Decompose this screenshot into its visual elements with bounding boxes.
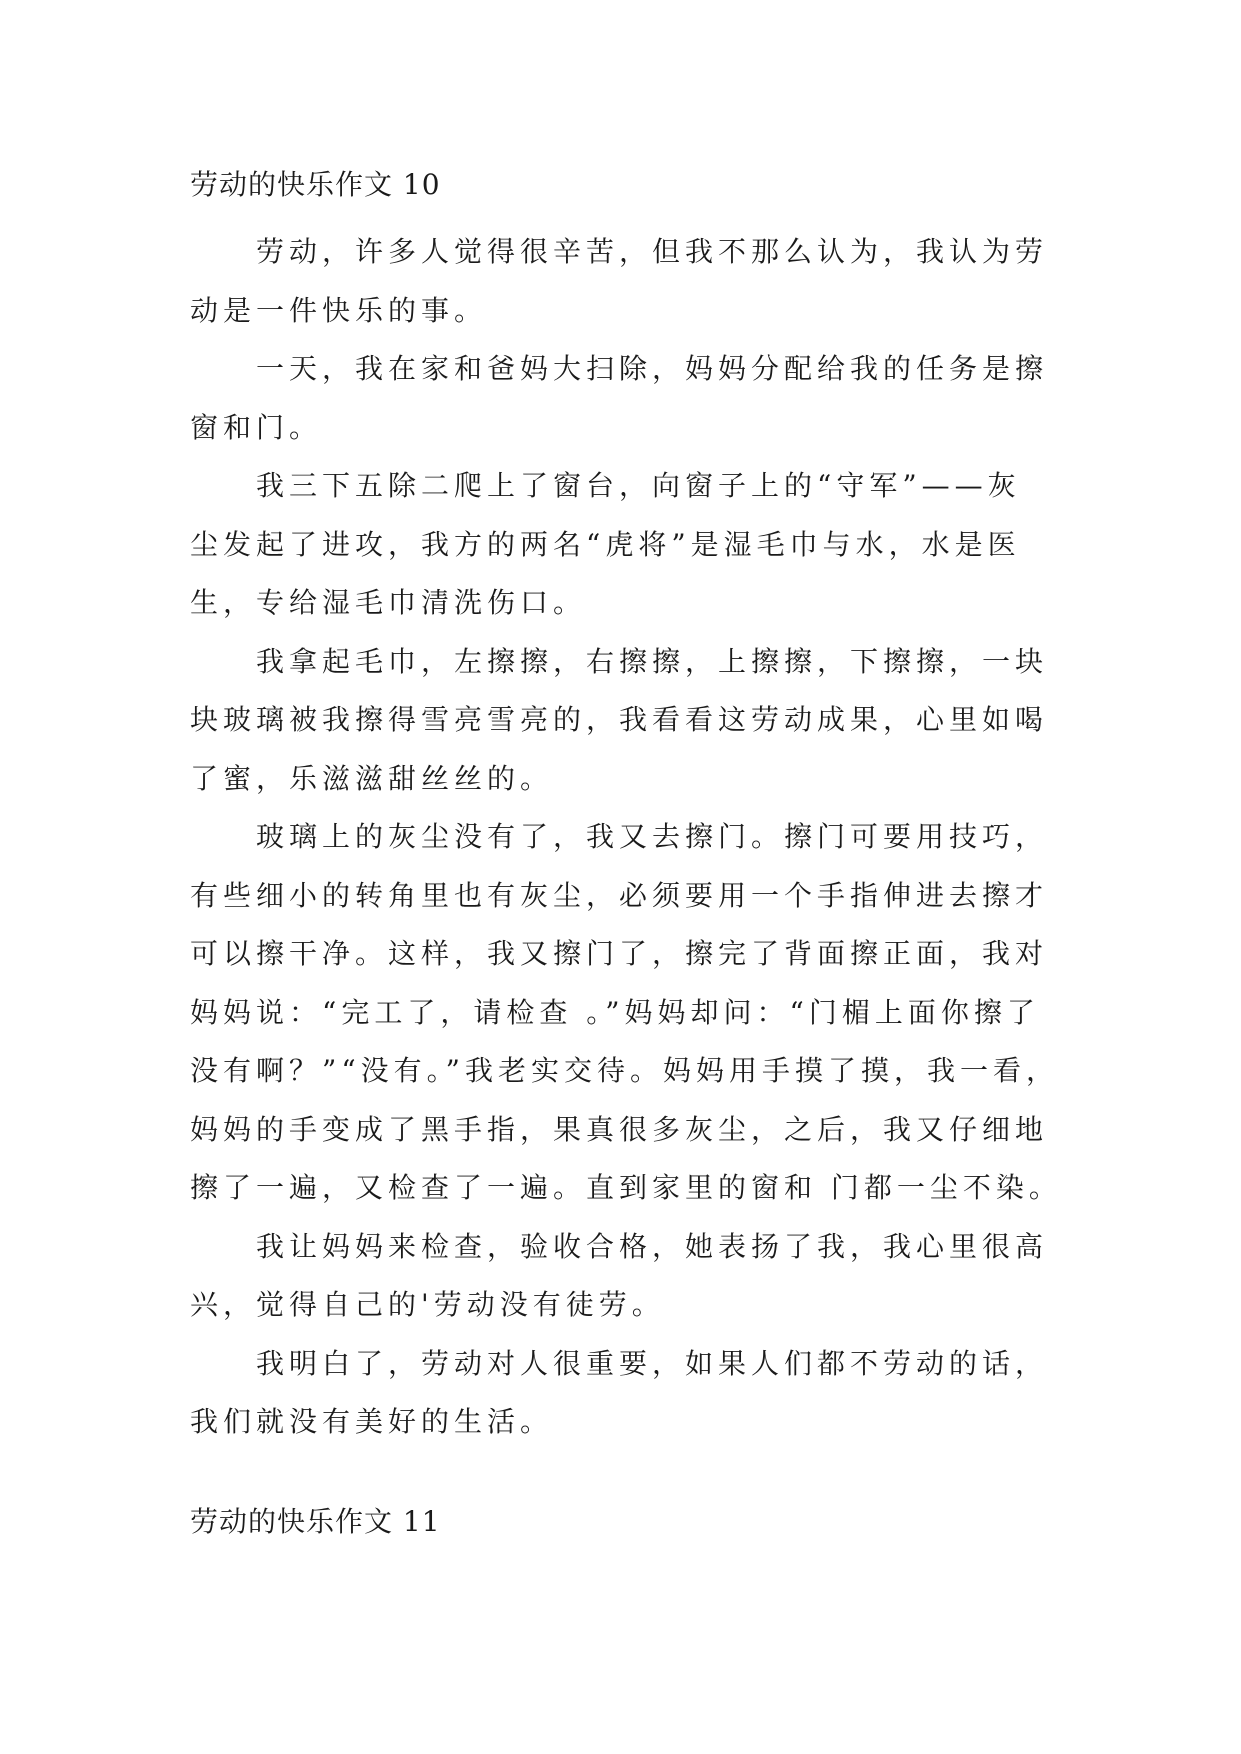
paragraph-line: 有些细小的转角里也有灰尘，必须要用一个手指伸进去擦才	[190, 878, 1049, 912]
paragraph-line: 玻璃上的灰尘没有了，我又去擦门。擦门可要用技巧，	[256, 820, 1049, 853]
paragraph-line: 妈妈说：“完工了，请检查 。”妈妈却问：“门楣上面你擦了	[190, 995, 1040, 1029]
paragraph-line: 窗和门。	[190, 410, 323, 444]
paragraph-line: 兴，觉得自己的'劳动没有徒劳。	[190, 1288, 665, 1321]
paragraph-line: 我们就没有美好的生活。	[190, 1405, 554, 1438]
paragraph-line: 尘发起了进攻，我方的两名“虎将”是湿毛巾与水，水是医	[190, 527, 1021, 561]
paragraph-line: 块玻璃被我擦得雪亮雪亮的，我看看这劳动成果，心里如喝	[190, 703, 1049, 736]
paragraph-line: 没有啊？”“没有。”我老实交待。妈妈用手摸了摸，我一看，	[190, 1054, 1059, 1087]
paragraph-line: 妈妈的手变成了黑手指，果真很多灰尘，之后，我又仔细地	[190, 1112, 1049, 1146]
paragraph-line: 我让妈妈来检查，验收合格，她表扬了我，我心里很高	[256, 1229, 1049, 1263]
paragraph-line: 劳动，许多人觉得很辛苦，但我不那么认为，我认为劳	[256, 235, 1049, 268]
paragraph-line: 了蜜，乐滋滋甜丝丝的。	[190, 761, 554, 795]
paragraph-line: 可以擦干净。这样，我又擦门了，擦完了背面擦正面，我对	[190, 937, 1049, 970]
paragraph-line: 我明白了，劳动对人很重要，如果人们都不劳动的话，	[256, 1346, 1049, 1380]
article-title: 劳动的快乐作文 10	[190, 168, 441, 201]
paragraph-line: 生，专给湿毛巾清洗伤口。	[190, 586, 587, 619]
paragraph-line: 我三下五除二爬上了窗台，向窗子上的“守军”——灰	[256, 469, 1021, 502]
paragraph-line: 擦了一遍，又检查了一遍。直到家里的窗和 门都一尘不染。	[190, 1171, 1062, 1204]
article-body	[190, 223, 1062, 1452]
paragraph-line: 一天，我在家和爸妈大扫除，妈妈分配给我的任务是擦	[256, 352, 1049, 385]
paragraph-line: 动是一件快乐的事。	[190, 293, 488, 327]
paragraph-line: 我拿起毛巾，左擦擦，右擦擦，上擦擦，下擦擦，一块	[256, 644, 1049, 678]
next-article-title: 劳动的快乐作文 11	[190, 1505, 441, 1538]
